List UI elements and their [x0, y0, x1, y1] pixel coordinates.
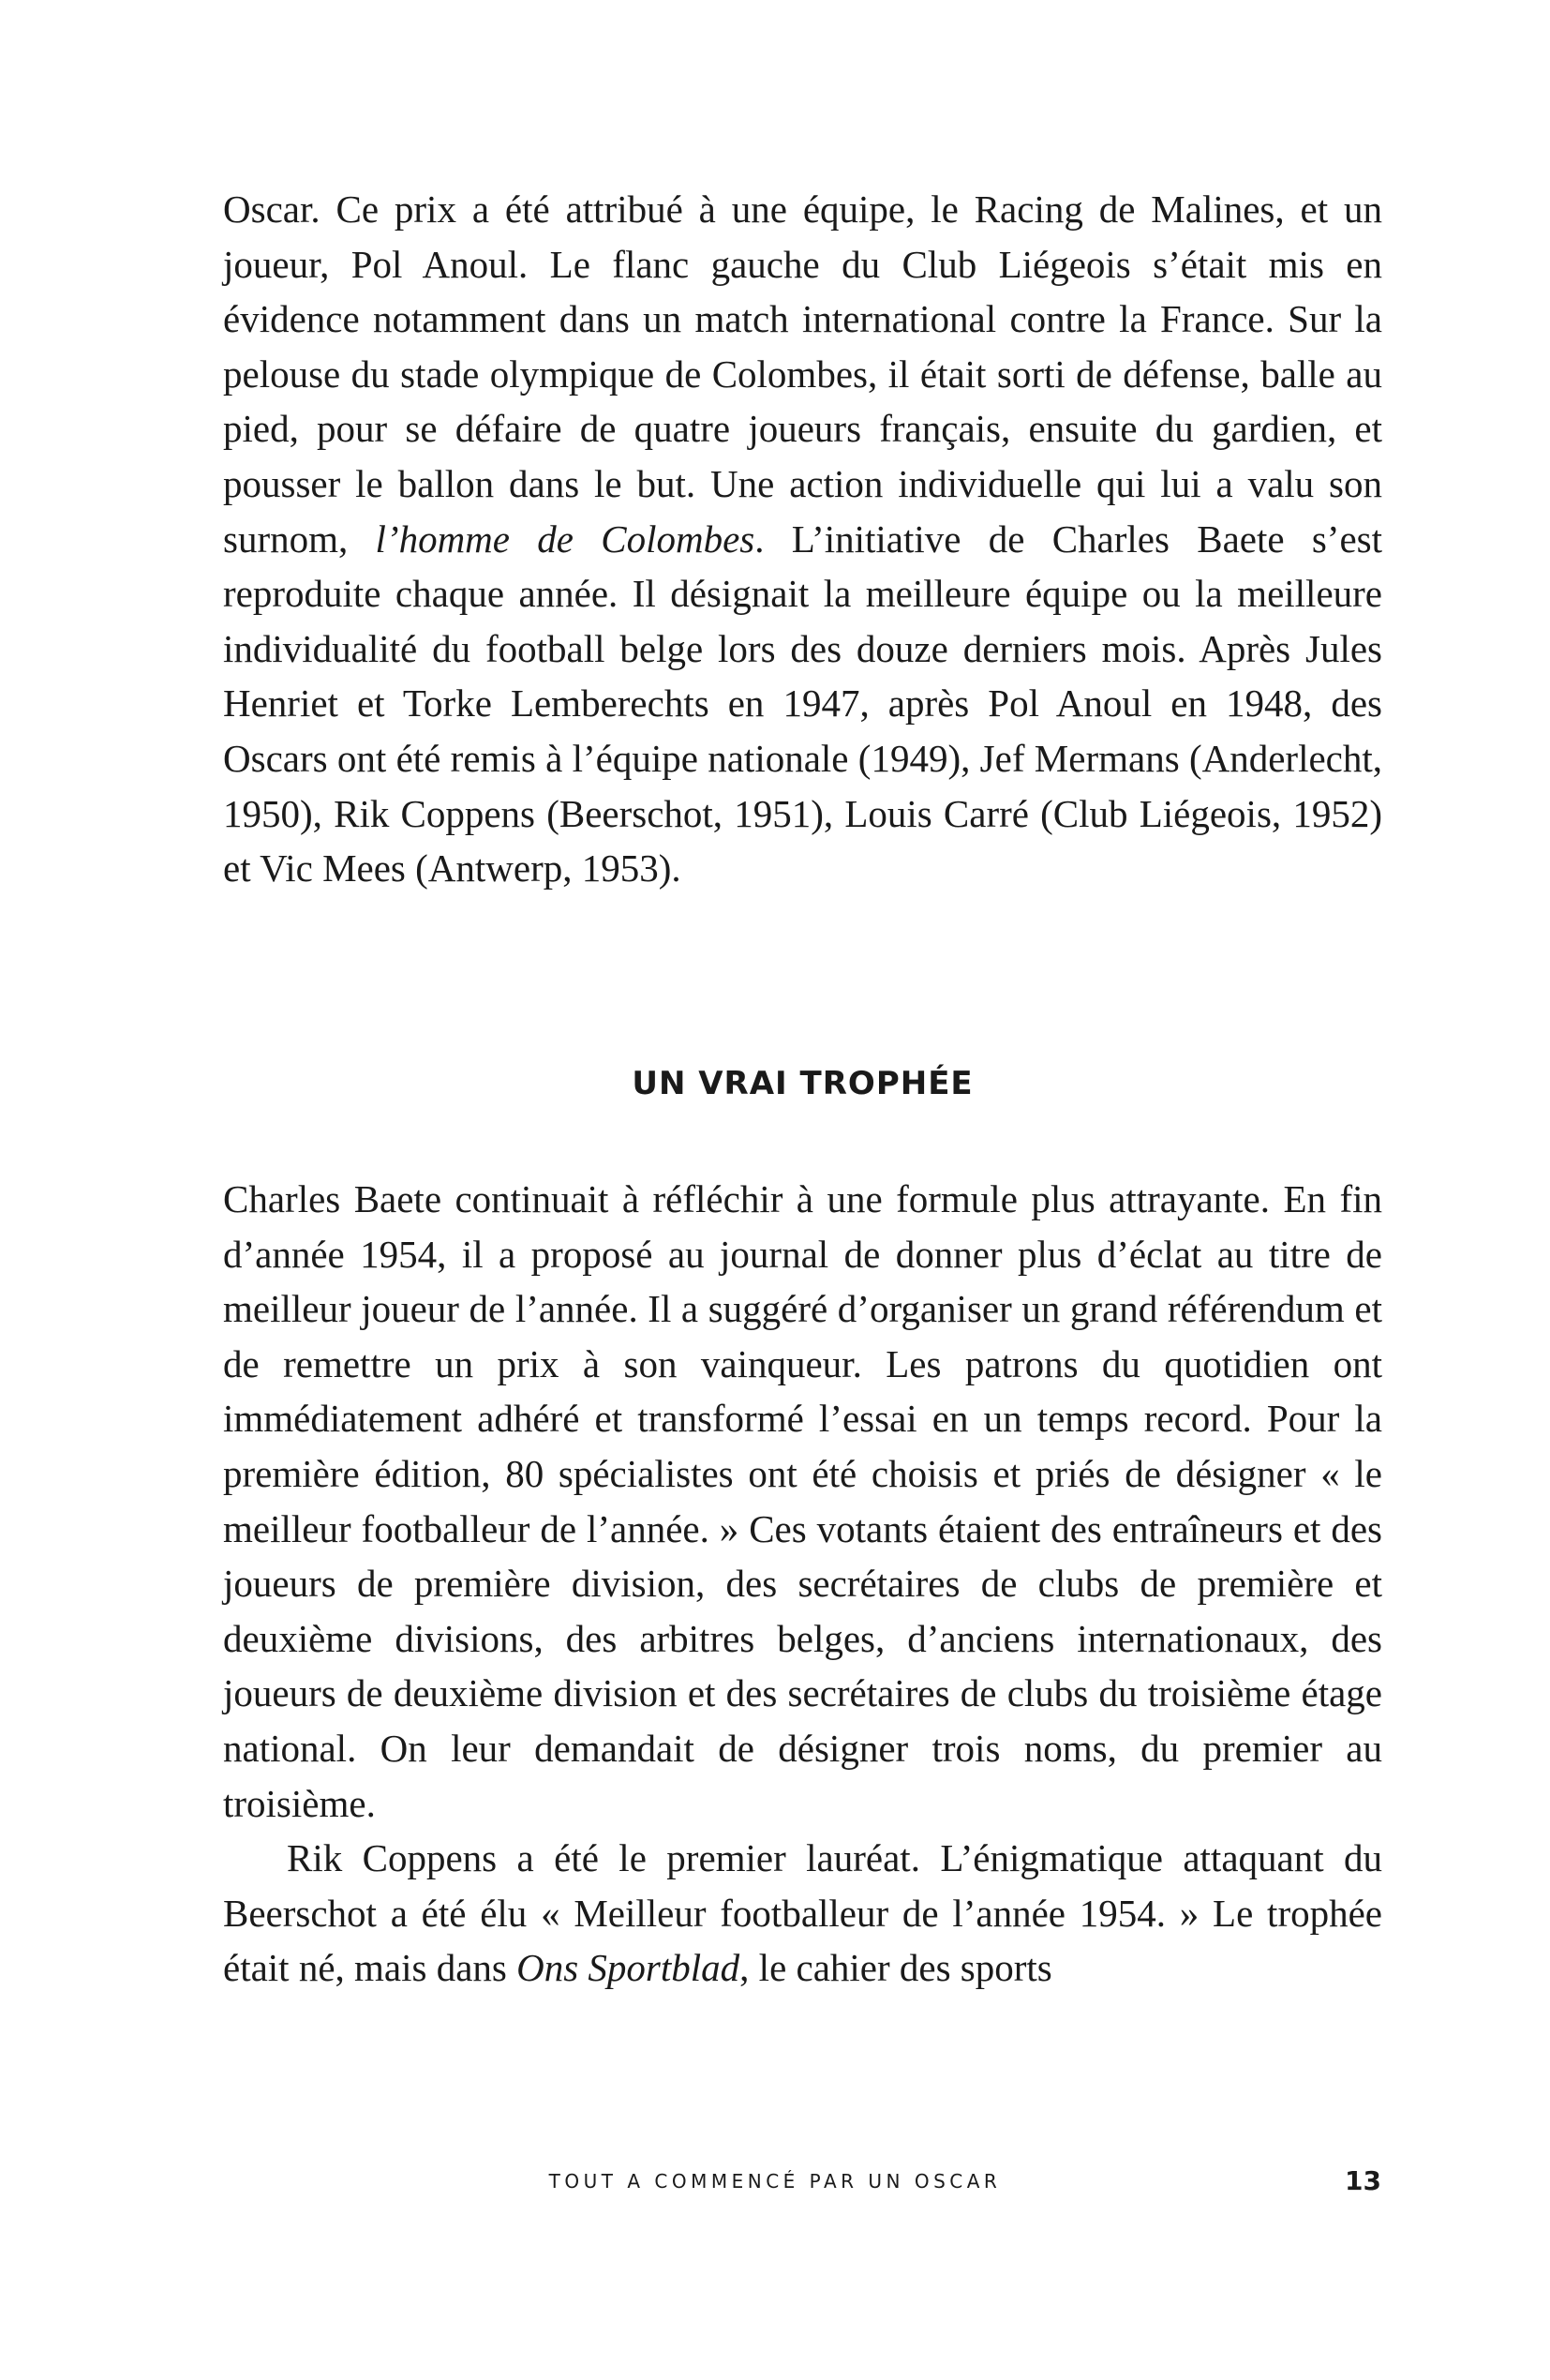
page-number: 13: [1345, 2165, 1381, 2196]
body-text-bottom: [223, 1172, 1382, 1996]
paragraph-text: Oscar. Ce prix a été attribué à une équipe, le Racing de Malines, et un joueur, Pol Anoul. Le flanc gauche du Club Liégeois s’était mis en évidence notamment dans un match international contre la France. Sur la pelouse du stade olympique de Colombes, il était sorti de défense, balle au pied, pour se défaire de quatre joueurs français, ensuite du gardien, et pousser le ballon dans le but. Une action individuelle qui lui a valu son surnom,: [223, 187, 1382, 561]
section-heading: UN VRAI TROPHÉE: [632, 1065, 974, 1102]
paragraph: Charles Baete continuait à réfléchir à une formule plus attrayante. En fin d’année 1954, il a proposé au journal de donner plus d’éclat au titre de meilleur joueur de l’année. Il a suggéré d’organiser un grand référendum et de remettre un prix à son vainqueur. Les patrons du quotidien ont immédiatement adhéré et transformé l’essai en un temps record. Pour la première édition, 80 spécialistes ont été choisis et priés de désigner « le meilleur footballeur de l’année. » Ces votants étaient des entraîneurs et des joueurs de première division, des secrétaires de clubs de première et deuxième divisions, des arbitres belges, d’anciens internationaux, des joueurs de deuxième division et des secrétaires de clubs du troisième étage national. On leur demandait de désigner trois noms, du premier au troisième.: [223, 1177, 1382, 1825]
paragraph-text: , le cahier des sports: [739, 1946, 1052, 1990]
paragraph: [223, 1831, 1382, 1996]
body-text-top: [223, 182, 1382, 896]
paragraph: [223, 182, 1382, 896]
italic-phrase: l’homme de Colombes: [375, 516, 755, 561]
italic-title: Ons Sportblad: [516, 1946, 740, 1990]
running-footer-title: TOUT A COMMENCÉ PAR UN OSCAR: [548, 2170, 1002, 2193]
paragraph-text: Rik Coppens a été le premier lauréat. L’énigmatique attaquant du Beerschot a été élu « Meilleur footballeur de l’année 1954. » Le trophée était né, mais dans: [223, 1836, 1382, 1990]
paragraph-text: . L’initiative de Charles Baete s’est reproduite chaque année. Il désignait la meilleure équipe ou la meilleure individualité du football belge lors des douze derniers mois. Après Jules Henriet et Torke Lemberechts en 1947, après Pol Anoul en 1948, des Oscars ont été remis à l’équipe nationale (1949), Jef Mermans (Anderlecht, 1950), Rik Coppens (Beerschot, 1951), Louis Carré (Club Liégeois, 1952) et Vic Mees (Antwerp, 1953).: [223, 516, 1382, 891]
